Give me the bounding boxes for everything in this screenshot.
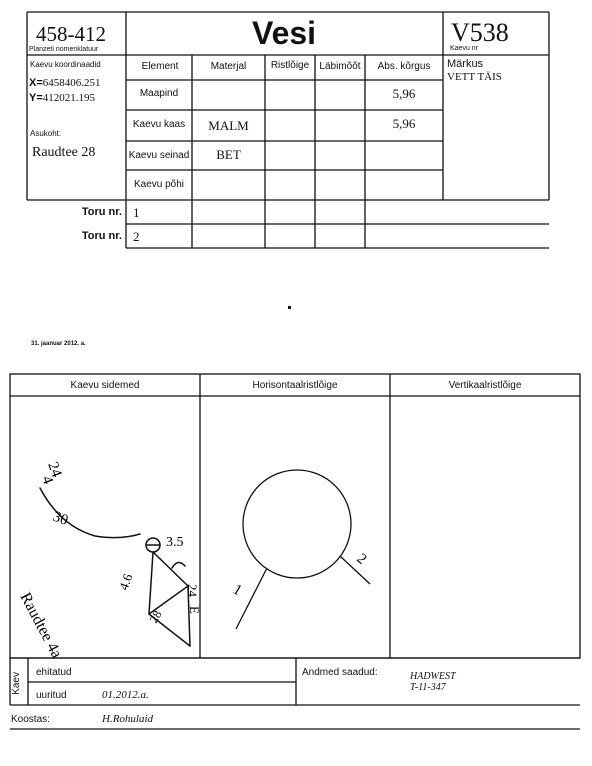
header-section: Ristlõige (270, 60, 310, 71)
pipe-label: 1 (230, 581, 245, 600)
y-coordinate: Y=412021.195 (29, 92, 96, 104)
sheet-code: 458-412 (36, 22, 106, 46)
well-id-label: Kaevu nr (450, 45, 479, 52)
header-material: Materjal (210, 61, 247, 72)
pipe-label: Toru nr. (81, 206, 122, 218)
header-elevation: Abs. kõrgus (377, 61, 431, 72)
coordinates-label: Kaevu koordinaadid (30, 60, 101, 69)
sketch-label: 28 (146, 608, 165, 626)
tie-line (149, 552, 153, 614)
pipe-line (236, 568, 267, 629)
footer-side-label: Kaev (11, 672, 22, 695)
pipe-number: 1 (133, 205, 140, 220)
sketch-label: E (187, 606, 202, 614)
location-label: Asukoht: (30, 129, 62, 138)
row-elevation: 5,96 (392, 116, 416, 131)
footer-grid (0, 655, 592, 735)
sketch-label: 24 (44, 459, 65, 480)
tie-line (153, 552, 188, 586)
sketch-label: 3.5 (166, 535, 184, 550)
sketch-label: 4 (38, 473, 56, 487)
sheet-code-label: Planzeti nomenklatuur (29, 46, 99, 53)
horizontal-sketch (200, 396, 390, 658)
page-title: Vesi (252, 15, 317, 51)
sketch-label: 24 (185, 584, 200, 597)
row-element: Kaevu kaas (132, 119, 186, 130)
source-value: T-11-347 (410, 682, 446, 693)
date-line: 31. jaanuar 2012. a. (31, 341, 86, 347)
speck (288, 306, 291, 309)
row-material: MALM (208, 118, 249, 133)
sketch-label: 30 (50, 508, 71, 529)
author-value: H.Rohulaid (102, 713, 154, 725)
row-element: Kaevu seinad (128, 150, 190, 161)
pipe-label: Toru nr. (81, 230, 122, 242)
author-label: Koostas: (11, 714, 50, 725)
section-vertical: Vertikaalristlõige (448, 380, 522, 391)
remarks-value: VETT TÄIS (447, 71, 502, 83)
source-value: HADWEST (410, 671, 456, 682)
header-diameter: Läbimõõt (319, 61, 361, 72)
header-element: Element (141, 61, 179, 72)
surveyed-label: uuritud (36, 690, 67, 701)
well-section-circle (243, 470, 351, 578)
section-ties: Kaevu sidemed (70, 380, 140, 391)
sketch-label: 4.6 (115, 571, 136, 593)
row-elevation: 5,96 (392, 86, 416, 101)
pipe-label: 2 (353, 550, 370, 568)
well-id: V538 (451, 18, 509, 47)
pipe-number: 2 (133, 229, 140, 244)
row-element: Maapind (139, 88, 179, 99)
surveyed-value: 01.2012.a. (102, 689, 149, 701)
section-horizontal: Horisontaalristlõige (252, 380, 338, 391)
built-label: ehitatud (36, 667, 72, 678)
location-value: Raudtee 28 (32, 145, 96, 160)
x-coordinate: X=6458406.251 (29, 77, 101, 89)
remarks-label: Märkus (447, 58, 484, 70)
street-label: Raudtee 4a (16, 589, 66, 662)
row-element: Kaevu põhi (133, 179, 185, 190)
ties-sketch (10, 396, 202, 662)
source-label: Andmed saadud: (302, 667, 378, 678)
row-material: BET (216, 147, 241, 162)
